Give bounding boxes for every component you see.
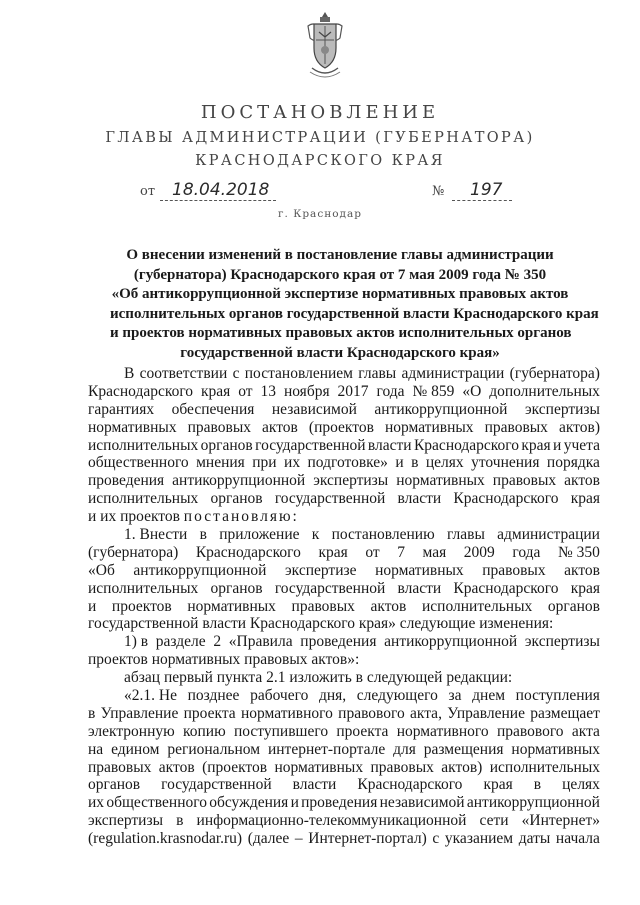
body-word: и [553,436,562,454]
body-word: Краснодарского [195,543,301,561]
body-word: органов [547,597,600,615]
body-word: Краснодарского [357,776,463,794]
body-word: антикоррупционной [374,400,508,418]
body-word: антикоррупционной [133,561,267,579]
body-word: правовых [291,597,355,615]
body-word: актов [564,561,600,579]
body-word: органов [210,490,263,508]
body-word: поступления [515,687,600,705]
document-title [110,246,599,363]
body-line [88,687,600,705]
body-word: соответствии [139,365,228,382]
body-line [88,830,600,848]
body-word: края [570,579,600,597]
resolve-word: постановляю: [183,508,299,526]
body-word: в [88,704,96,722]
body-word: едином [111,740,160,758]
body-word: года [376,382,405,400]
body-word: 2 [213,633,222,651]
body-word: органов [88,776,141,794]
body-word: 2017 [337,382,369,400]
body-word: копию [183,722,226,740]
body-word: «2.1. Не [124,687,177,705]
body-line [88,437,600,455]
body-word: подготовке» [307,454,388,472]
body-word: экспертизы [313,472,389,490]
body-line [88,419,600,437]
body-line [88,723,600,741]
body-word: и [88,597,97,615]
body-text: проектов нормативных правовых актов»: [88,651,360,669]
body-word: даты [518,830,551,848]
body-word: с [432,830,440,848]
title-line: и проектов нормативных правовых актов исполнительных органов [110,325,572,341]
title-line: государственной власти Краснодарского края» [180,344,500,361]
date-value: 18.04.2018 [172,180,270,200]
body-word: актов) [558,418,600,436]
title-line: исполнительных органов государственной власти Краснодарского края [110,305,599,322]
title-line: «Об антикоррупционной экспертизе нормативных правовых актов [111,286,569,302]
body-word: Управление [447,704,525,722]
document-body [88,365,600,848]
body-word: постановлением [244,365,353,382]
coat-of-arms-emblem [302,10,348,82]
body-line [88,794,600,812]
body-word: В [124,365,135,382]
document-meta [0,180,640,202]
body-word: постановлению [331,526,435,544]
body-word: к [311,526,320,544]
body-word: проведения [300,633,377,651]
body-word: экспертизе [285,561,357,579]
body-word: начала [555,830,600,848]
body-word: в [199,526,207,544]
body-word: независимой [271,400,357,418]
body-word: «О [462,382,482,400]
body-word: днем [472,687,506,705]
body-line [88,454,600,472]
body-word: проведения [301,794,378,812]
body-word: дня, [318,687,347,705]
body-word: учета [563,436,600,454]
body-word: поступившего [234,722,329,740]
body-word: их [284,454,301,472]
body-word: приложение [219,526,300,544]
body-word: для [393,740,416,758]
body-word: гарантиях [88,400,155,418]
body-word: власти [397,490,442,508]
body-line [88,633,600,651]
body-word: от [238,382,253,400]
body-word: в [176,812,184,830]
body-word: антикоррупционной [172,472,306,490]
body-word: с [232,365,240,382]
body-word: актов [564,472,600,490]
body-word: власти [397,579,442,597]
body-word: исполнительных [421,597,533,615]
body-word: Краснодарского [88,382,194,400]
body-word: правовых [482,561,546,579]
body-word: антикоррупционной [384,633,518,651]
body-word: от [365,543,380,561]
body-word: нормативных [187,597,276,615]
body-word: исполнительных [88,490,199,508]
body-line [88,759,600,777]
body-word: края [570,490,600,508]
body-word: при [252,454,277,472]
body-word: правовых [187,418,251,436]
body-word: правовых [492,472,557,490]
body-word: Краснодарского [453,579,559,597]
number-underline [452,200,512,201]
body-word: 13 [260,382,276,400]
date-label: от [140,184,156,199]
body-line [88,401,600,419]
body-word: 1. Внести [124,526,188,544]
body-word: (губернатора) [88,543,179,561]
body-word: государственной [274,490,386,508]
date-underline [160,200,276,201]
body-word: правового [338,704,405,722]
body-word: интернет-портале [267,740,386,758]
body-word: экспертизы [88,812,164,830]
body-word: (regulation.krasnodar.ru) [88,830,243,848]
body-word: края [201,382,231,400]
body-word: за [448,687,462,705]
body-word: власти [367,436,412,454]
body-word: администрации [497,526,600,544]
body-word: актов) [441,758,483,776]
body-word: государственной [274,579,386,597]
body-word: обеспечения [171,400,255,418]
body-word: проектов [111,597,172,615]
body-line [88,741,600,759]
body-word: 1) в [124,633,149,651]
body-word: «Об [88,561,115,579]
body-word: исполнительных [88,579,199,597]
body-line [88,580,600,598]
body-line [88,776,600,794]
body-word: акта, [410,704,442,722]
body-text: государственной власти Краснодарского края» следующие изменения: [88,615,554,633]
body-word: № 350 [557,543,600,561]
body-word: № 859 [412,382,455,400]
body-word: органов [200,436,253,454]
body-line [88,598,600,616]
body-word: позднее [187,687,240,705]
body-word: следующего [356,687,438,705]
body-word: правовых [484,418,548,436]
body-word: нормативного [396,722,489,740]
body-line [88,812,600,830]
body-line [88,365,600,383]
body-word: (далее [247,830,290,848]
body-word: «Правила [228,633,293,651]
body-word: Краснодарского [413,436,520,454]
body-word: и [395,454,404,472]
body-word: независимой [379,794,465,812]
issuer-heading: ГЛАВЫ АДМИНИСТРАЦИИ (ГУБЕРНАТОРА) [105,130,535,146]
body-word: нормативных [396,472,485,490]
body-word: «Интернет» [521,812,600,830]
body-word: акта [571,722,600,740]
body-word: государственной [255,436,366,454]
body-word: актов [158,758,195,776]
body-word: края [483,776,513,794]
body-word: сети [479,812,509,830]
body-word: – [294,830,303,848]
body-word: региональном [167,740,261,758]
body-word: нормативных [274,758,364,776]
body-word: экспертизы [524,633,600,651]
body-word: нормативных [375,561,464,579]
body-word: нормативных [88,418,177,436]
body-word: на [88,740,104,758]
body-word: нормативного [240,704,333,722]
body-word: в [411,454,419,472]
body-word: порядка [546,454,600,472]
body-word: исполнительных [88,436,199,454]
body-word: нормативных [511,740,600,758]
body-line [88,544,600,562]
body-line [88,615,600,633]
body-word: главы [358,365,397,382]
body-word: главы [446,526,485,544]
body-text: абзац первый пункта 2.1 изложить в следующей редакции: [124,669,513,687]
body-word: 7 [397,543,405,561]
body-word: исполнительных [489,758,600,776]
body-word: государственной [161,776,272,794]
body-word: целях [562,776,600,794]
body-word: администрации [401,365,505,382]
number-value: 197 [470,180,503,200]
body-word: электронную [88,722,175,740]
body-line [88,651,600,669]
body-word: года [512,543,541,561]
body-word: актов [262,418,298,436]
body-line [88,508,600,526]
body-line [88,526,600,544]
body-line [88,562,600,580]
body-word: мнения [196,454,245,472]
body-word: власти [292,776,337,794]
body-word: края [521,436,551,454]
body-word: правовых [370,758,434,776]
body-word: разделе [155,633,206,651]
body-word: размещения [423,740,504,758]
body-word: актов [370,597,407,615]
body-word: нормативных [384,418,474,436]
body-word: Управление [100,704,179,722]
body-word: обсуждения [209,794,289,812]
body-word: 2009 [463,543,495,561]
body-word: и [290,794,299,812]
body-word: Интернет-портал) [308,830,427,848]
body-word: Краснодарского [453,490,559,508]
city: г. Краснодар [278,208,362,220]
body-word: в [533,776,542,794]
region-heading: КРАСНОДАРСКОГО КРАЯ [195,153,445,169]
body-word: общественного [88,454,189,472]
body-word: проведения [88,472,165,490]
body-word: экспертизы [524,400,600,418]
body-word: антикоррупционной [466,794,600,812]
body-line [88,705,600,723]
body-text: и их проектов [88,508,184,526]
body-word: (губернатора) [509,365,600,382]
body-word: проекта [336,722,389,740]
body-word: правового [496,722,564,740]
body-word: органов [210,579,263,597]
body-word: правовых [88,758,152,776]
body-line [88,383,600,401]
body-word: указанием [444,830,514,848]
body-word: рабочего [250,687,309,705]
title-line: О внесении изменений в постановление главы администрации [126,247,554,263]
body-word: мая [422,543,447,561]
body-word: размещает [530,704,600,722]
body-word: целях [425,454,464,472]
body-word: ноября [283,382,330,400]
body-line [88,472,600,490]
body-word: (проектов [308,418,374,436]
body-word: дополнительных [489,382,600,400]
body-word: (проектов [202,758,268,776]
number-label: № [432,184,445,199]
body-word: края [318,543,348,561]
body-word: проекта [183,704,236,722]
body-word: их [88,794,105,812]
title-line: (губернатора) Краснодарского края от 7 мая 2009 года № 350 [133,266,547,283]
document-type-heading: ПОСТАНОВЛЕНИЕ [200,102,440,123]
body-word: общественного [106,794,207,812]
body-line [88,669,600,687]
body-word: информационно-телекоммуникационной [196,812,467,830]
body-word: уточнения [471,454,540,472]
body-line [88,490,600,508]
